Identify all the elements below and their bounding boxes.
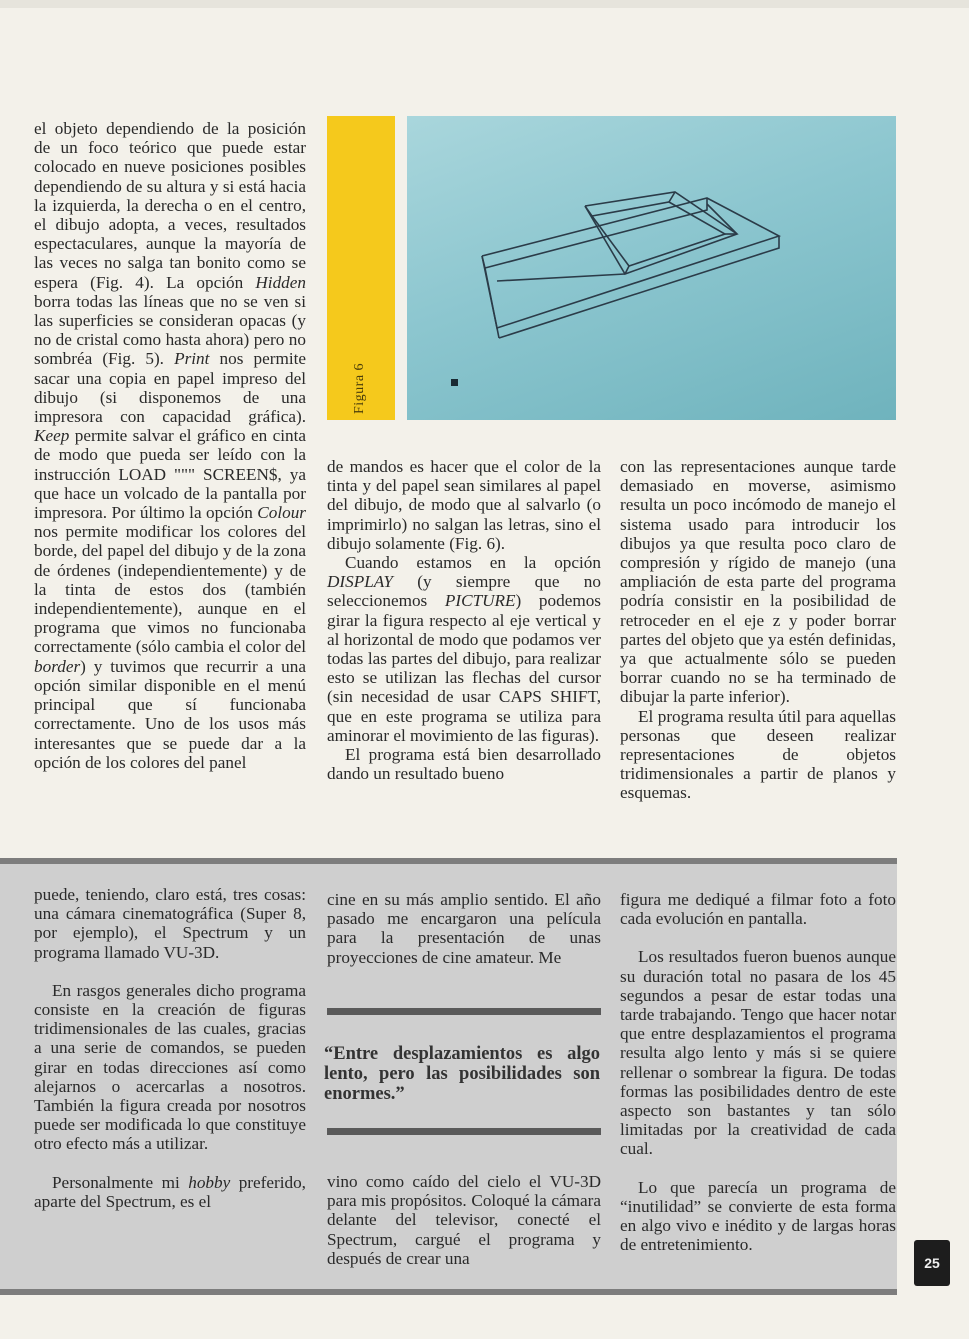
figure-caption: Figura 6 [352,362,367,414]
text-run: Personalmente mi [52,1172,189,1192]
pull-quote: “Entre desplazamientos es algo lento, pero las posibilidades son enormes.” [324,1044,600,1104]
text-run-italic: DISPLAY [327,572,393,592]
text-run: nos permite sacar una copia en papel impreso del dibujo (si disponemos de una impresora con capacidad gráfica). [34,349,307,427]
wireframe-edge [497,274,625,281]
column-2-paragraph-1: de mandos es hacer que el color de la tinta y del papel sean similares al papel del dibujo, de modo que al salvarlo (o imprimirlo) no salgan las letras, sino el dibujo solamente (Fig. 6). [327,457,601,553]
column-3-paragraph-1: con las representaciones aunque tarde demasiado en moverse, asimismo resulta un poco incómodo de manejo el sistema usado para introducir los dibujos ya que resulta poco claro de compresión y rígido de manejo (una ampliación de esta parte del programa podría consistir en la posibilidad de retroceder en el eje z y poder borrar partes del objeto que ya estén definidas, ya que actualmente sólo se pueden borrar cuando no se ha terminado de dibujar la parte inferior). [620,457,896,707]
box-column-2-bottom [327,1172,601,1268]
box-paragraph: En rasgos generales dicho programa consiste en la creación de figuras tridimensionales de las cuales, gracias a una serie de comandos, se pueden girar en todas direcciones así como alejarnos o acercarlas a nosotros. También la figura creada por nosotros puede ser modificada lo que constituye otro efecto más a utilizar. [34,980,306,1154]
wireframe-edge [482,256,499,338]
wireframe-edge [585,192,737,274]
text-run: preferido, aparte del Spectrum, es el [34,1172,306,1211]
box-paragraph: figura me dediqué a filmar foto a foto cada evolución en pantalla. [620,890,896,929]
box-column-3 [620,890,896,1254]
quote-rule-bottom [327,1128,601,1135]
text-run-italic: hobby [188,1172,231,1192]
text-run: borra todas las líneas que no se ven si las superficies se consideran opacas (y no de cristal como hasta ahora) pero no sombréa (Fig. 5). [34,291,306,369]
box-column-2-top [327,890,601,967]
text-run-italic: Keep [34,426,70,446]
wireframe-edge [485,198,707,268]
box-paragraph [34,1173,306,1211]
article-column-3 [620,457,896,803]
box-paragraph: puede, teniendo, claro está, tres cosas: una cámara cinematográfica (Super 8, por ejemplo), el Spectrum y un programa llamado VU-3D. [34,885,306,962]
column-3-paragraph-2: El programa resulta útil para aquellas personas que deseen realizar representaciones de objetos tridimensionales a partir de planos y esquemas. [620,706,896,803]
text-run: Cuando estamos en la opción [345,553,601,573]
article-column-2 [327,457,601,783]
text-run: (y siempre que no seleccionemos [327,572,601,611]
column-1-paragraph [34,119,306,772]
text-run-italic: PICTURE [444,591,516,611]
text-run-italic: border [34,656,81,676]
page-top-edge [0,0,969,8]
column-2-paragraph-3: El programa está bien desarrollado dando un resultado bueno [327,745,601,784]
wireframe-edge [499,236,779,338]
text-run-italic: Hidden [255,272,306,292]
text-run: ) podemos girar la figura respecto al eje vertical y al horizontal de modo que podamos ver todas las partes del dibujo, para realizar esto se utilizan las flechas del cursor (sin necesidad de usar CAPS SHIFT, que en este programa se utiliza para aminorar el movimiento de las figuras). [327,591,601,745]
box-paragraph: vino como caído del cielo el VU-3D para mis propósitos. Coloqué la cámara delante del televisor, conecté el Spectrum, cargué el programa y después de crear una [327,1172,601,1268]
text-run: nos permite modificar los colores del borde, del papel del dibujo y de la zona de órdenes (independientemente) y de la tinta de estos dos (también independientemente), aunque en el programa que vimos no funcionaba correctamente (sólo cambia el color del [34,522,306,657]
cursor-marker [451,379,458,386]
text-run-italic: Print [174,349,210,369]
wireframe-drawing [407,116,896,420]
quote-rule-top [327,1008,601,1015]
figure-6-image [407,116,896,420]
text-run: ) y tuvimos que recurrir a una opción similar disponible en el menú principal que sí funcionaba correctamente. Uno de los usos más interesantes que se puede dar a la opción de los colores del panel [34,656,306,772]
text-run-italic: Colour [257,503,306,523]
article-column-1 [34,119,306,772]
wireframe-edge [585,206,592,216]
box-paragraph: Lo que parecía un programa de “inutilidad” se convierte de esta forma en algo vivo e inédito y de largas horas de entretenimiento. [620,1177,896,1255]
wireframe-edge [707,204,737,234]
column-2-paragraph-2 [327,553,601,745]
text-run: el objeto dependiendo de la posición de un foco teórico que puede estar colocado en nueve posiciones posibles dependiendo de su altura y si está hacia la izquierda, la derecha o en el centro, el dibujo adopta, a veces, resultados espectaculares, aunque la mayoría de las veces no salga tan bonito como se espera (Fig. 4). La opción [34,119,306,292]
box-column-1 [34,885,306,1211]
text-run: permite salvar el gráfico en cinta de modo que pueda ser leído con la instrucción LOAD """ SCREEN$, ya que hace un volcado de la pantalla por impresora. Por último la opción [34,426,306,523]
page-number: 25 [914,1240,950,1286]
box-paragraph: cine en su más amplio sentido. El año pasado me encargaron una película para la presentación de unas proyecciones de cine amateur. Me [327,890,601,967]
box-paragraph: Los resultados fueron buenos aunque su duración total no pasara de los 45 segundos a pesar de estar todas una tarde trabajando. Tengo que hacer notar que entre desplazamientos el programa resulta algo lento y más si se quiere rellenar o sombrear la figura. De todas formas las posibilidades dentro de este aspecto son bastantes y tan sólo limitadas por la creatividad de cada cual. [620,947,896,1159]
